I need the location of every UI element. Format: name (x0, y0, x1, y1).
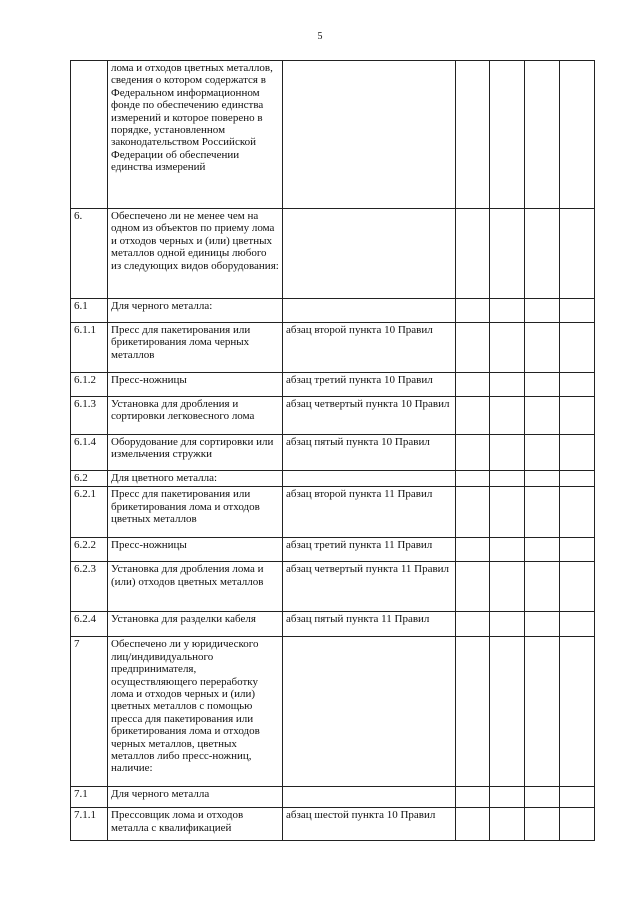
answer-cell (456, 209, 490, 299)
answer-cell (490, 299, 525, 323)
answer-cell (525, 373, 560, 397)
requirement-text: Для черного металла: (108, 299, 283, 323)
legal-reference: абзац пятый пункта 10 Правил (283, 435, 456, 471)
legal-reference: абзац второй пункта 10 Правил (283, 323, 456, 373)
answer-cell (560, 299, 595, 323)
answer-cell (490, 487, 525, 538)
answer-cell (525, 538, 560, 562)
answer-cell (525, 562, 560, 612)
answer-cell (560, 435, 595, 471)
requirement-text: Пресс-ножницы (108, 538, 283, 562)
answer-cell (456, 373, 490, 397)
row-number: 7.1 (71, 787, 108, 808)
requirement-text: Для цветного металла: (108, 471, 283, 487)
table-row (71, 637, 595, 787)
answer-cell (456, 808, 490, 841)
answer-cell (560, 323, 595, 373)
row-number: 6.1.3 (71, 397, 108, 435)
answer-cell (560, 61, 595, 209)
answer-cell (456, 538, 490, 562)
answer-cell (490, 61, 525, 209)
legal-reference: абзац второй пункта 11 Правил (283, 487, 456, 538)
row-number: 6. (71, 209, 108, 299)
answer-cell (560, 808, 595, 841)
page-number: 5 (317, 31, 323, 42)
answer-cell (560, 471, 595, 487)
row-number (71, 61, 108, 209)
checklist-table (70, 60, 595, 841)
legal-reference (283, 787, 456, 808)
answer-cell (456, 299, 490, 323)
legal-reference: абзац пятый пункта 11 Правил (283, 612, 456, 637)
answer-cell (525, 637, 560, 787)
table-row (71, 373, 595, 397)
row-number: 6.2.4 (71, 612, 108, 637)
requirement-text: Пресс для пакетирования или брикетирования лома черных металлов (108, 323, 283, 373)
row-number: 6.2.2 (71, 538, 108, 562)
table-row (71, 397, 595, 435)
answer-cell (560, 612, 595, 637)
answer-cell (560, 562, 595, 612)
answer-cell (525, 612, 560, 637)
answer-cell (490, 562, 525, 612)
requirement-text: Обеспечено ли не менее чем на одном из объектов по приему лома и отходов черных и (или) цветных металлов одной единицы любого из следующих видов оборудования: (108, 209, 283, 299)
table-row (71, 787, 595, 808)
legal-reference: абзац четвертый пункта 10 Правил (283, 397, 456, 435)
answer-cell (490, 471, 525, 487)
answer-cell (456, 61, 490, 209)
table-row (71, 61, 595, 209)
table-row (71, 538, 595, 562)
answer-cell (456, 637, 490, 787)
row-number: 6.1.4 (71, 435, 108, 471)
row-number: 6.2 (71, 471, 108, 487)
answer-cell (456, 471, 490, 487)
row-number: 6.2.3 (71, 562, 108, 612)
answer-cell (490, 373, 525, 397)
requirement-text: Для черного металла (108, 787, 283, 808)
answer-cell (490, 397, 525, 435)
row-number: 6.1.2 (71, 373, 108, 397)
answer-cell (490, 637, 525, 787)
answer-cell (525, 299, 560, 323)
answer-cell (456, 787, 490, 808)
legal-reference: абзац шестой пункта 10 Правил (283, 808, 456, 841)
legal-reference (283, 299, 456, 323)
answer-cell (456, 323, 490, 373)
answer-cell (525, 487, 560, 538)
legal-reference (283, 61, 456, 209)
answer-cell (525, 323, 560, 373)
requirement-text: Пресс-ножницы (108, 373, 283, 397)
table-row (71, 323, 595, 373)
answer-cell (525, 209, 560, 299)
row-number: 7.1.1 (71, 808, 108, 841)
row-number: 6.2.1 (71, 487, 108, 538)
answer-cell (490, 808, 525, 841)
requirement-text: Пресс для пакетирования или брикетирования лома и отходов цветных металлов (108, 487, 283, 538)
requirement-text: лома и отходов цветных металлов, сведения о котором содержатся в Федеральном информационном фонде по обеспечению единства измерений и которое поверено в порядке, установленном законодательством Российской Федерации об обеспечении единства измерений (108, 61, 283, 209)
requirement-text: Оборудование для сортировки или измельчения стружки (108, 435, 283, 471)
answer-cell (560, 538, 595, 562)
answer-cell (490, 612, 525, 637)
table-row (71, 562, 595, 612)
answer-cell (490, 323, 525, 373)
answer-cell (456, 612, 490, 637)
table-row (71, 808, 595, 841)
answer-cell (525, 787, 560, 808)
answer-cell (560, 487, 595, 538)
answer-cell (490, 787, 525, 808)
legal-reference: абзац третий пункта 11 Правил (283, 538, 456, 562)
requirement-text: Установка для дробления и сортировки легковесного лома (108, 397, 283, 435)
table-row (71, 209, 595, 299)
answer-cell (456, 487, 490, 538)
answer-cell (560, 209, 595, 299)
answer-cell (456, 397, 490, 435)
table-row (71, 612, 595, 637)
legal-reference (283, 471, 456, 487)
answer-cell (525, 61, 560, 209)
answer-cell (560, 787, 595, 808)
table-row (71, 299, 595, 323)
table-row (71, 471, 595, 487)
answer-cell (560, 637, 595, 787)
table-row (71, 487, 595, 538)
answer-cell (490, 538, 525, 562)
row-number: 6.1.1 (71, 323, 108, 373)
legal-reference (283, 209, 456, 299)
legal-reference: абзац третий пункта 10 Правил (283, 373, 456, 397)
row-number: 7 (71, 637, 108, 787)
answer-cell (490, 435, 525, 471)
row-number: 6.1 (71, 299, 108, 323)
answer-cell (456, 562, 490, 612)
requirement-text: Установка для разделки кабеля (108, 612, 283, 637)
requirement-text: Установка для дробления лома и (или) отходов цветных металлов (108, 562, 283, 612)
legal-reference: абзац четвертый пункта 11 Правил (283, 562, 456, 612)
requirement-text: Обеспечено ли у юридического лиц/индивидуального предпринимателя, осуществляющего переработку лома и отходов черных и (или) цветных металлов с помощью пресса для пакетирования или брикетирования лома и отходов черных металлов, цветных металлов либо пресс-ножниц, наличие: (108, 637, 283, 787)
answer-cell (525, 471, 560, 487)
answer-cell (525, 397, 560, 435)
legal-reference (283, 637, 456, 787)
answer-cell (560, 373, 595, 397)
answer-cell (525, 435, 560, 471)
answer-cell (456, 435, 490, 471)
answer-cell (560, 397, 595, 435)
answer-cell (525, 808, 560, 841)
requirement-text: Прессовщик лома и отходов металла с квалификацией (108, 808, 283, 841)
table-row (71, 435, 595, 471)
answer-cell (490, 209, 525, 299)
